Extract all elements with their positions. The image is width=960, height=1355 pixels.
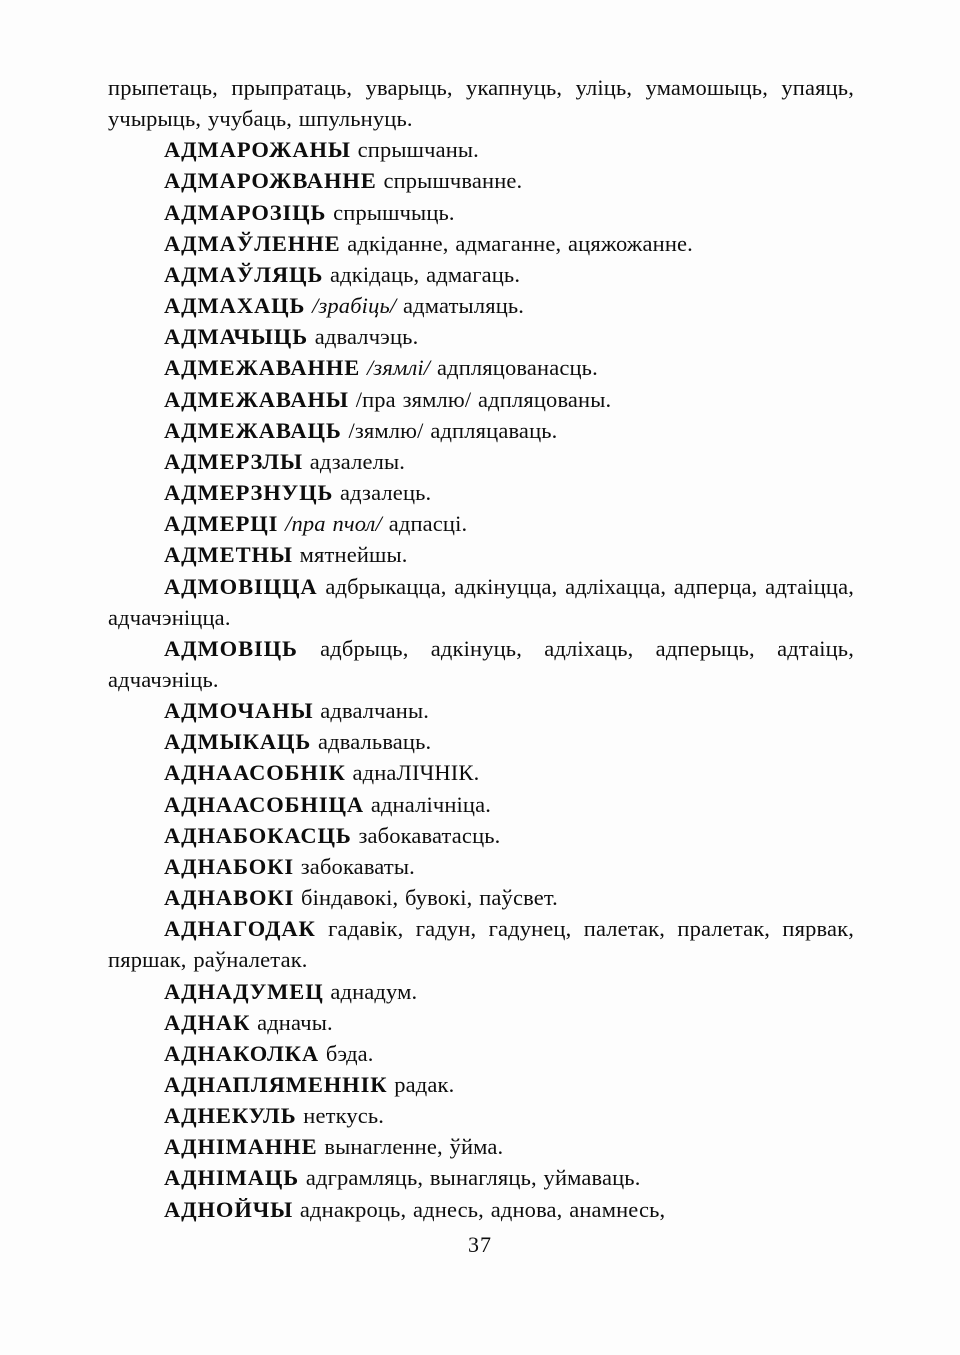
page-number: 37: [468, 1232, 492, 1257]
list-item: [108, 1162, 854, 1193]
list-item: [108, 228, 854, 259]
entry-headword: АДНАГОДАК: [164, 916, 316, 942]
list-item: [108, 165, 854, 196]
list-item: [108, 508, 854, 539]
entry-headword: АДНАКОЛКА: [164, 1040, 320, 1066]
entry-headword: АДМЕЖАВАЦЬ: [164, 417, 342, 443]
entry-headword: АДМЕЖАВАННЕ: [164, 355, 361, 381]
entry-gloss: адбрыкацца, адкінуцца, адліхацца, адперца, адтаіцца, адчачэніцца.: [108, 573, 854, 630]
entry-headword: АДМАРОЖАНЫ: [164, 137, 351, 163]
entry-gloss: аднадум.: [330, 978, 418, 1004]
entry-gloss: біндавокі, бувокі, паўсвет.: [301, 885, 558, 911]
list-item: [108, 72, 854, 134]
entry-gloss: адвалчаны.: [320, 698, 430, 724]
dictionary-entry-list: [108, 72, 854, 1225]
entry-gloss: бэда.: [325, 1040, 374, 1066]
entry-headword: АДМОВІЦЬ: [164, 635, 298, 661]
entry-gloss: забокаваты.: [300, 853, 415, 879]
list-item: [108, 1069, 854, 1100]
entry-gloss: аднаЛІЧНІК.: [352, 760, 480, 786]
list-item: [108, 1100, 854, 1131]
entry-headword: АДНАК: [164, 1009, 251, 1035]
list-item: [108, 976, 854, 1007]
entry-gloss: спрышчванне.: [383, 168, 523, 194]
entry-gloss: адбрыць, адкінуць, адліхаць, адперыць, адтаіць, адчачэніць.: [108, 635, 854, 692]
entry-gloss: вынагленне, ўйма.: [324, 1134, 504, 1160]
list-item: [108, 384, 854, 415]
entry-headword: АДМЕРЦІ: [164, 511, 279, 537]
entry-gloss: адкіданне, адмаганне, ацяжожанне.: [347, 230, 693, 256]
list-item: [108, 851, 854, 882]
list-item: [108, 321, 854, 352]
entry-gloss: адпляцаваць.: [430, 417, 558, 443]
entry-gloss: забокаватасць.: [358, 822, 501, 848]
list-item: [108, 571, 854, 633]
list-item: [108, 134, 854, 165]
list-item: [108, 1194, 854, 1225]
list-item: [108, 259, 854, 290]
entry-headword: АДМАЧЫЦЬ: [164, 324, 308, 350]
entry-headword: АДНАБОКІ: [164, 853, 294, 879]
entry-gloss: адначы.: [257, 1009, 333, 1035]
list-item: [108, 290, 854, 321]
list-item: [108, 695, 854, 726]
entry-headword: АДМЕЖАВАНЫ: [164, 386, 349, 412]
list-item: [108, 446, 854, 477]
entry-gloss: спрышчаны.: [357, 137, 479, 163]
list-item: [108, 789, 854, 820]
entry-note: /зрабіць/: [312, 293, 397, 319]
entry-gloss: аднакроць, аднесь, аднова, анамнесь,: [299, 1196, 666, 1222]
entry-gloss: адналічніца.: [370, 791, 492, 817]
entry-headword: АДМЫКАЦЬ: [164, 729, 312, 755]
entry-gloss: спрышчыць.: [333, 199, 455, 225]
list-item: [108, 913, 854, 975]
entry-headword: АДМЕРЗНУЦЬ: [164, 480, 334, 506]
entry-headword: АДМАХАЦЬ: [164, 293, 306, 319]
entry-gloss: гадавік, гадун, гадунец, палетак, пралетак, пярвак, пяршак, раўналетак.: [108, 916, 854, 973]
entry-gloss: адматыляць.: [403, 293, 525, 319]
list-item: [108, 352, 854, 383]
entry-headword: АДМАРОЖВАННЕ: [164, 168, 377, 194]
list-item: [108, 882, 854, 913]
entry-gloss: адпасці.: [388, 511, 468, 537]
entry-gloss: радак.: [394, 1072, 455, 1097]
entry-note: /пра пчол/: [285, 511, 382, 537]
entry-gloss: адвалчэць.: [314, 324, 419, 350]
entry-gloss: адзалелы.: [309, 448, 406, 474]
entry-gloss: мятнейшы.: [299, 542, 408, 568]
list-item: [108, 726, 854, 757]
entry-headword: АДМОВІЦЦА: [164, 573, 318, 599]
entry-headword: АДМЕРЗЛЫ: [164, 448, 303, 474]
entry-headword: АДНААСОБНІЦА: [164, 791, 365, 817]
entry-headword: АДНААСОБНІК: [164, 760, 346, 786]
list-item: [108, 477, 854, 508]
list-item: [108, 820, 854, 851]
entry-headword: АДНОЙЧЫ: [164, 1196, 294, 1222]
list-item: [108, 633, 854, 695]
list-item: [108, 1007, 854, 1038]
entry-gloss: прыпетаць, прыпратаць, уварыць, укапнуць, уліць, умамошыць, упаяць, учырыць, учубаць, шпульнуць.: [108, 75, 854, 132]
entry-headword: АДМАЎЛЕННЕ: [164, 230, 341, 256]
entry-headword: АДНІМАННЕ: [164, 1134, 318, 1160]
list-item: [108, 1131, 854, 1162]
entry-headword: АДНАПЛЯМЕННІК: [164, 1072, 388, 1097]
entry-headword: АДМЕТНЫ: [164, 542, 293, 568]
entry-note: /пра зямлю/: [355, 386, 472, 412]
entry-gloss: адпляцованасць.: [437, 355, 598, 381]
entry-headword: АДНІМАЦЬ: [164, 1165, 300, 1191]
list-item: [108, 1038, 854, 1069]
entry-headword: АДМАРОЗІЦЬ: [164, 199, 327, 225]
entry-gloss: адзалець.: [340, 480, 432, 506]
list-item: [108, 415, 854, 446]
entry-gloss: адграмляць, вынагляць, уймаваць.: [305, 1165, 641, 1191]
entry-gloss: адвальваць.: [317, 729, 432, 755]
entry-gloss: адкідаць, адмагаць.: [330, 261, 521, 287]
list-item: [108, 757, 854, 788]
entry-gloss: адпляцованы.: [478, 386, 612, 412]
entry-headword: АДНЕКУЛЬ: [164, 1103, 297, 1129]
entry-gloss: неткусь.: [303, 1103, 385, 1129]
entry-note: /зямлі/: [367, 355, 431, 381]
entry-headword: АДМАЎЛЯЦЬ: [164, 261, 324, 287]
entry-note: /зямлю/: [348, 417, 424, 443]
entry-headword: АДНАБОКАСЦЬ: [164, 822, 352, 848]
entry-headword: АДНАВОКІ: [164, 885, 295, 911]
entry-headword: АДМОЧАНЫ: [164, 698, 314, 724]
list-item: [108, 197, 854, 228]
list-item: [108, 539, 854, 570]
entry-headword: АДНАДУМЕЦ: [164, 978, 324, 1004]
